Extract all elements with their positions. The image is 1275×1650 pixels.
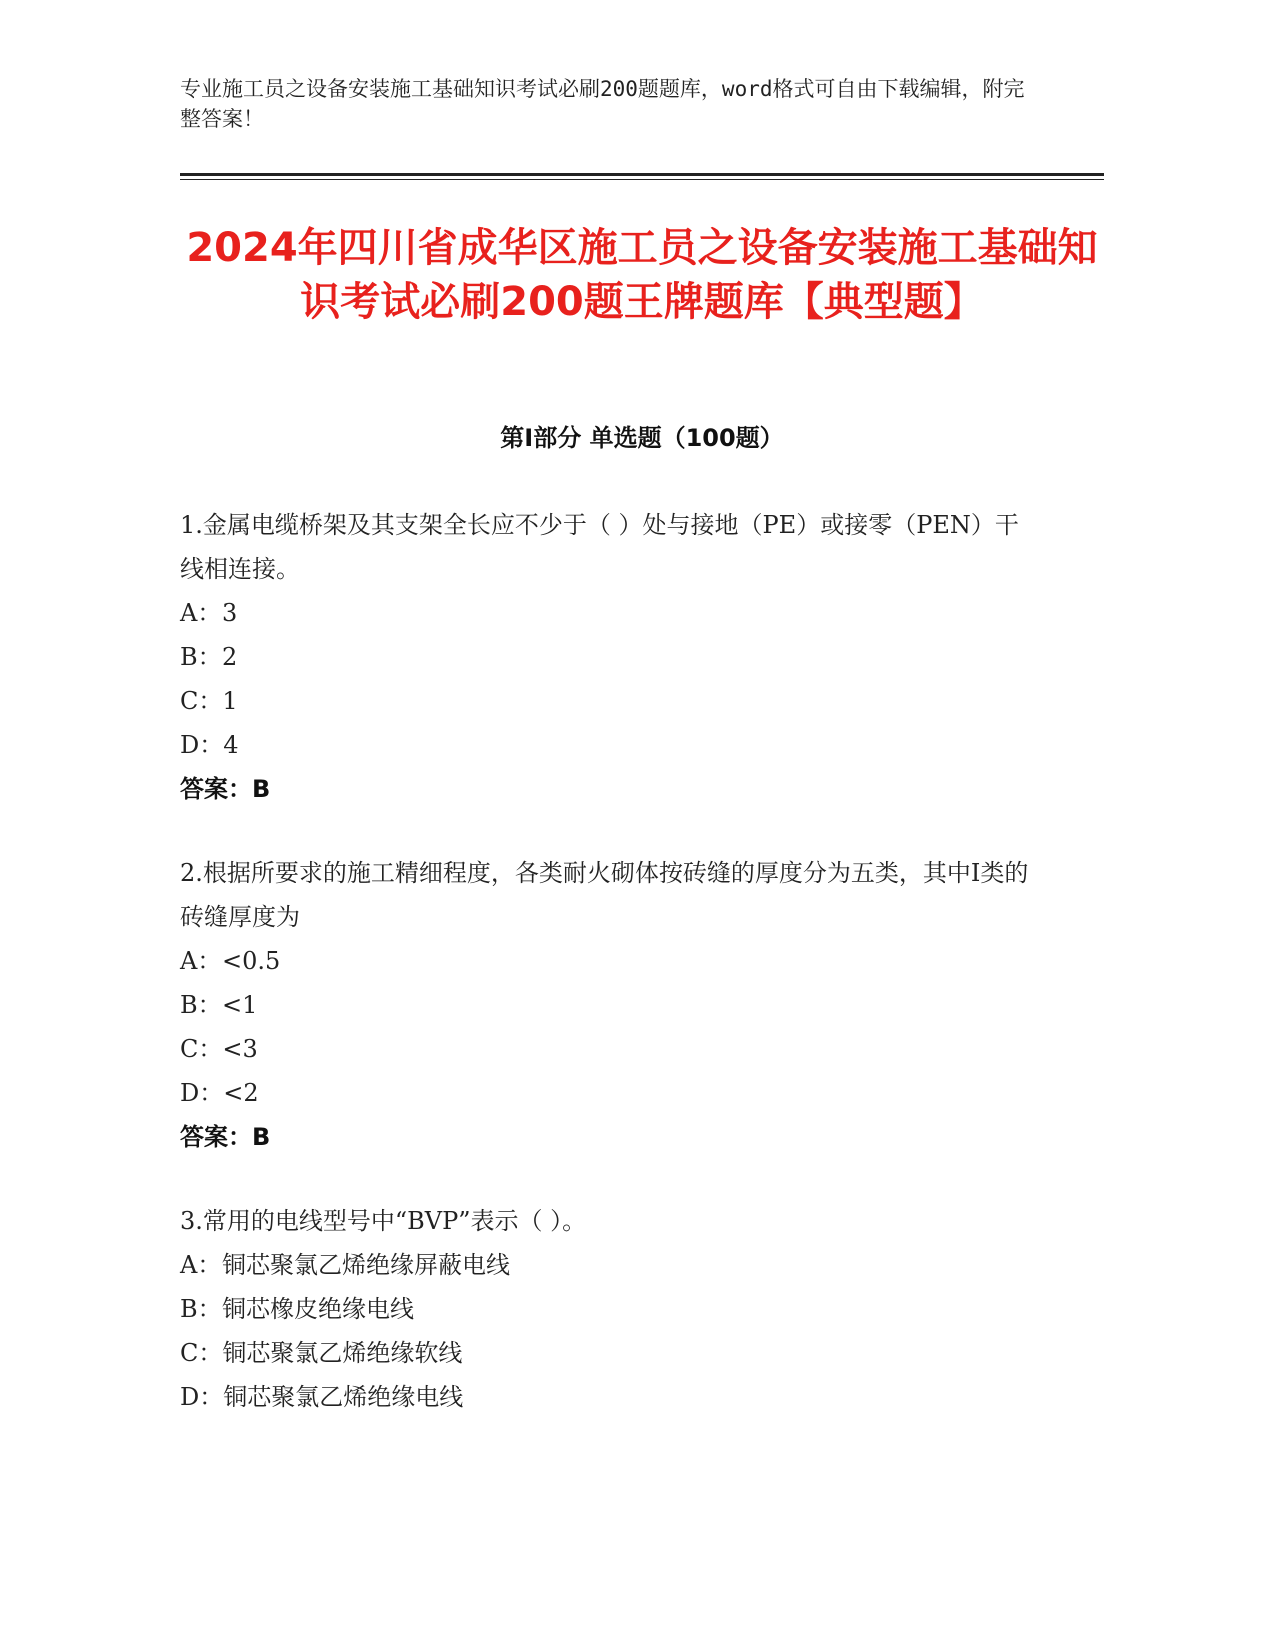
option-key: D： [180,1383,224,1411]
option-c [180,679,1040,723]
option-text: 1 [222,687,238,715]
option-key: B： [180,1295,222,1323]
option-c [180,1331,1040,1375]
option-text: <2 [223,1079,259,1107]
option-d [180,723,1040,767]
option-key: C： [180,687,223,715]
option-key: A： [180,599,222,627]
option-b [180,1287,1040,1331]
option-text: <0.5 [222,947,281,975]
answer-label: 答案：B [180,775,271,803]
document-title: 2024年四川省成华区施工员之设备安装施工基础知识考试必刷200题王牌题库【典型题】 [186,225,1098,325]
option-text: 铜芯橡皮绝缘电线 [222,1295,414,1323]
option-text: 铜芯聚氯乙烯绝缘电线 [223,1383,464,1411]
question-1 [180,503,1040,811]
option-text: 铜芯聚氯乙烯绝缘屏蔽电线 [222,1251,510,1279]
question-2 [180,851,1040,1159]
option-c [180,1027,1040,1071]
question-stem: 1.金属电缆桥架及其支架全长应不少于（ ）处与接地（PE）或接零（PEN）干线相连接。 [180,511,1019,583]
option-b [180,635,1040,679]
question-stem: 2.根据所要求的施工精细程度，各类耐火砌体按砖缝的厚度分为五类，其中I类的砖缝厚度为 [180,859,1029,931]
option-key: B： [180,991,222,1019]
option-text: 4 [223,731,239,759]
option-a [180,939,1040,983]
option-text: 3 [222,599,238,627]
question-stem: 3.常用的电线型号中“BVP”表示（ ）。 [180,1207,587,1235]
option-key: D： [180,731,224,759]
option-text: <1 [222,991,258,1019]
header-note: 专业施工员之设备安装施工基础知识考试必刷200题题库，word格式可自由下载编辑，附完整答案！ [180,77,1025,131]
option-d [180,1071,1040,1115]
option-key: C： [180,1339,223,1367]
option-key: A： [180,1251,222,1279]
option-a [180,591,1040,635]
header-rule-thin [180,179,1104,180]
header-rule-thick [180,173,1104,176]
option-key: D： [180,1079,224,1107]
option-key: B： [180,643,222,671]
option-a [180,1243,1040,1287]
option-text: 铜芯聚氯乙烯绝缘软线 [222,1339,463,1367]
option-b [180,983,1040,1027]
question-3 [180,1199,1040,1419]
section-heading: 第I部分 单选题（100题） [500,424,784,452]
answer-label: 答案：B [180,1123,271,1151]
option-text: 2 [222,643,238,671]
option-key: C： [180,1035,223,1063]
option-key: A： [180,947,222,975]
option-d [180,1375,1040,1419]
option-text: <3 [222,1035,258,1063]
